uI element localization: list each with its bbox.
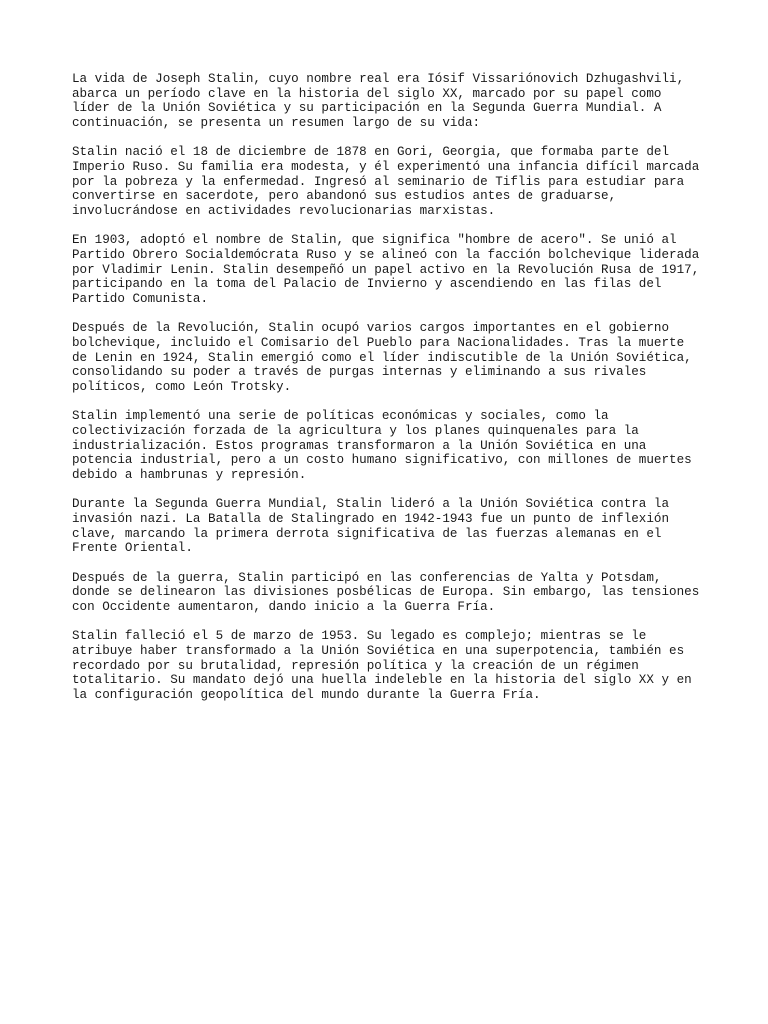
paragraph-policies: Stalin implementó una serie de políticas económicas y sociales, como la colectivización forzada de la agricultura y los planes quinquenales para la industrialización. Estos programas transformaron a la Unión Soviética en una potencia industrial, pero a un costo humano significativo, con millones de muertes debido a hambrunas y represión. <box>72 409 692 483</box>
paragraph-intro: La vida de Joseph Stalin, cuyo nombre real era Iósif Vissariónovich Dzhugashvili, abarca un período clave en la historia del siglo XX, marcado por su papel como líder de la Unión Soviética y su participación en la Segunda Guerra Mundial. A continuación, se presenta un resumen largo de su vida: <box>72 72 685 131</box>
paragraph-post-war: Después de la guerra, Stalin participó en las conferencias de Yalta y Potsdam, donde se delinearon las divisiones posbélicas de Europa. Sin embargo, las tensiones con Occidente aumentaron, dando inicio a la Guerra Fría. <box>72 570 700 615</box>
paragraph-birth: Stalin nació el 18 de diciembre de 1878 en Gori, Georgia, que formaba parte del Imperio Ruso. Su familia era modesta, y él experimentó una infancia difícil marcada por la pobreza y la enfermedad. Ingresó al seminario de Tiflis para estudiar para convertirse en sacerdote, pero abandonó sus estudios antes de graduarse, involucrándose en actividades revolucionarias marxistas. <box>72 145 700 219</box>
paragraph-death-legacy: Stalin falleció el 5 de marzo de 1953. Su legado es complejo; mientras se le atribuye haber transformado a la Unión Soviética en una superpotencia, también es recordado por su brutalidad, represión política y la creación de un régimen totalitario. Su mandato dejó una huella indeleble en la historia del siglo XX y en la configuración geopolítica del mundo durante la Guerra Fría. <box>72 629 692 703</box>
paragraph-ww2: Durante la Segunda Guerra Mundial, Stalin lideró a la Unión Soviética contra la invasión nazi. La Batalla de Stalingrado en 1942-1943 fue un punto de inflexión clave, marcando la primera derrota significativa de las fuerzas alemanas en el Frente Oriental. <box>72 497 670 556</box>
paragraph-post-revolution: Después de la Revolución, Stalin ocupó varios cargos importantes en el gobierno bolchevique, incluido el Comisario del Pueblo para Nacionalidades. Tras la muerte de Lenin en 1924, Stalin emergió como el líder indiscutible de la Unión Soviética, consolidando su poder a través de purgas internas y eliminando a sus rivales políticos, como León Trotsky. <box>72 321 692 395</box>
document-page <box>72 72 712 717</box>
paragraph-1903: En 1903, adoptó el nombre de Stalin, que significa "hombre de acero". Se unió al Partido Obrero Socialdemócrata Ruso y se alineó con la facción bolchevique liderada por Vladimir Lenin. Stalin desempeñó un papel activo en la Revolución Rusa de 1917, participando en la toma del Palacio de Invierno y ascendiendo en las filas del Partido Comunista. <box>72 233 700 307</box>
